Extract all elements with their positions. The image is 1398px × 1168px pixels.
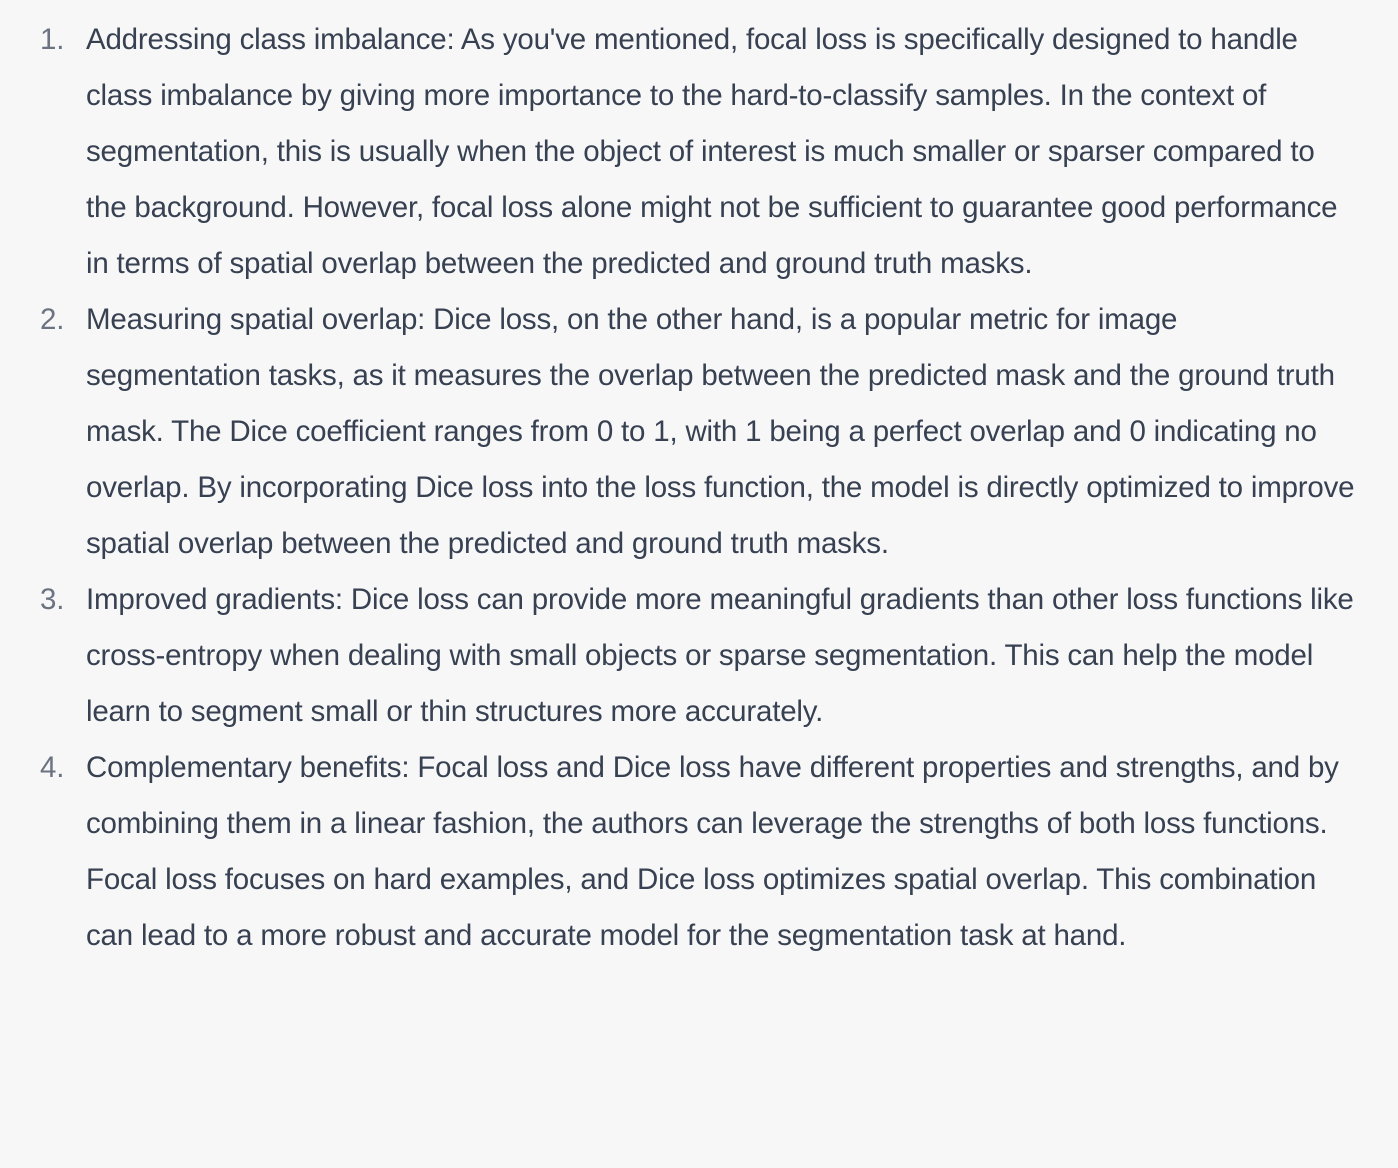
list-item-text: Improved gradients: Dice loss can provide more meaningful gradients than other loss functions like cross-entropy when dealing with small objects or sparse segmentation. This can help the model learn to segment small or thin structures more accurately.	[86, 583, 1354, 728]
numbered-list	[0, 12, 1398, 964]
assistant-response	[0, 12, 1398, 964]
list-item-text: Measuring spatial overlap: Dice loss, on the other hand, is a popular metric for image segmentation tasks, as it measures the overlap between the predicted mask and the ground truth mask. The Dice coefficient ranges from 0 to 1, with 1 being a perfect overlap and 0 indicating no overlap. By incorporating Dice loss into the loss function, the model is directly optimized to improve spatial overlap between the predicted and ground truth masks.	[86, 303, 1355, 560]
list-item	[0, 12, 1398, 292]
list-item-number: 4.	[40, 751, 65, 784]
list-item-text: Complementary benefits: Focal loss and Dice loss have different properties and strengths, and by combining them in a linear fashion, the authors can leverage the strengths of both loss functions. Focal loss focuses on hard examples, and Dice loss optimizes spatial overlap. This combination can lead to a more robust and accurate model for the segmentation task at hand.	[86, 751, 1339, 952]
list-item-number: 1.	[40, 23, 65, 56]
list-item-text: Addressing class imbalance: As you've mentioned, focal loss is specifically designed to handle class imbalance by giving more importance to the hard-to-classify samples. In the context of segmentation, this is usually when the object of interest is much smaller or sparser compared to the background. However, focal loss alone might not be sufficient to guarantee good performance in terms of spatial overlap between the predicted and ground truth masks.	[86, 23, 1338, 280]
list-item	[0, 572, 1398, 740]
list-item-number: 2.	[40, 303, 65, 336]
list-item	[0, 292, 1398, 572]
list-item-number: 3.	[40, 583, 65, 616]
list-item	[0, 740, 1398, 964]
